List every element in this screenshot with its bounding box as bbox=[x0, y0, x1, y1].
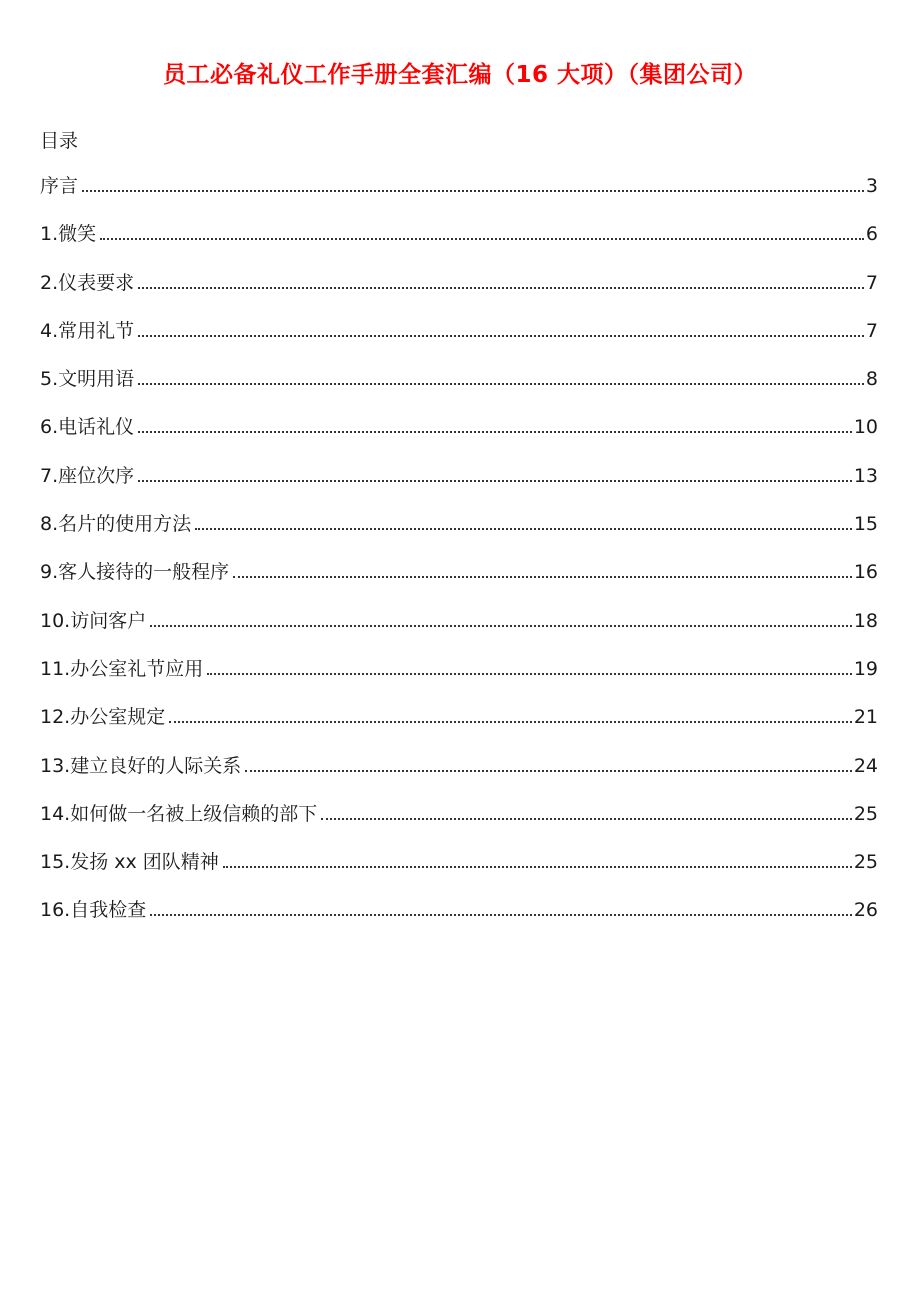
toc-entry-common-etiquette[interactable] bbox=[40, 317, 878, 365]
toc-entry-appearance[interactable] bbox=[40, 269, 878, 317]
toc-entry-label: 7.座位次序 bbox=[40, 464, 135, 487]
dot-leader bbox=[150, 914, 852, 916]
dot-leader bbox=[150, 625, 852, 627]
toc-entry-page: 16 bbox=[853, 561, 878, 584]
toc-entry-visiting-clients[interactable] bbox=[40, 607, 878, 655]
dot-leader bbox=[138, 431, 852, 433]
dot-leader bbox=[138, 335, 864, 337]
toc-entry-page: 7 bbox=[865, 319, 878, 342]
document-title: 员工必备礼仪工作手册全套汇编（16 大项）（集团公司） bbox=[162, 62, 757, 88]
toc-entry-label: 16.自我检查 bbox=[40, 899, 147, 922]
toc-entry-label: 8.名片的使用方法 bbox=[40, 513, 192, 536]
toc-entry-page: 21 bbox=[853, 706, 878, 729]
toc-entry-office-rules[interactable] bbox=[40, 703, 878, 751]
toc-entry-page: 25 bbox=[853, 851, 878, 874]
toc-entry-label: 5.文明用语 bbox=[40, 368, 135, 391]
toc-entry-label: 13.建立良好的人际关系 bbox=[40, 754, 242, 777]
dot-leader bbox=[321, 818, 852, 820]
toc-entry-label: 1.微笑 bbox=[40, 223, 97, 246]
toc-entry-label: 10.访问客户 bbox=[40, 609, 147, 632]
dot-leader bbox=[223, 866, 852, 868]
toc-entry-page: 7 bbox=[865, 271, 878, 294]
dot-leader bbox=[169, 721, 852, 723]
toc-entry-business-cards[interactable] bbox=[40, 510, 878, 558]
toc-entry-label: 14.如何做一名被上级信赖的部下 bbox=[40, 802, 318, 825]
toc-entry-page: 8 bbox=[865, 368, 878, 391]
toc-entry-label: 12.办公室规定 bbox=[40, 706, 166, 729]
dot-leader bbox=[245, 770, 852, 772]
toc-entry-seating-order[interactable] bbox=[40, 462, 878, 510]
toc-entry-page: 15 bbox=[853, 513, 878, 536]
toc-entry-preface[interactable] bbox=[40, 172, 878, 220]
dot-leader bbox=[138, 480, 852, 482]
toc-entry-trusted-subordinate[interactable] bbox=[40, 800, 878, 848]
toc-entry-page: 18 bbox=[853, 609, 878, 632]
dot-leader bbox=[82, 190, 864, 192]
toc-entry-relationships[interactable] bbox=[40, 752, 878, 800]
dot-leader bbox=[138, 287, 864, 289]
toc-entry-label: 6.电话礼仪 bbox=[40, 416, 135, 439]
toc-entry-page: 24 bbox=[853, 754, 878, 777]
toc-entry-smile[interactable] bbox=[40, 220, 878, 268]
dot-leader bbox=[233, 576, 852, 578]
toc-entry-guest-reception[interactable] bbox=[40, 558, 878, 606]
toc-entry-office-etiquette[interactable] bbox=[40, 655, 878, 703]
toc-entry-page: 13 bbox=[853, 464, 878, 487]
toc-entry-page: 10 bbox=[853, 416, 878, 439]
toc-entry-label: 序言 bbox=[40, 175, 79, 197]
toc-entry-self-check[interactable] bbox=[40, 896, 878, 944]
table-of-contents bbox=[40, 172, 878, 945]
toc-entry-label: 11.办公室礼节应用 bbox=[40, 657, 204, 680]
toc-entry-polite-language[interactable] bbox=[40, 365, 878, 413]
toc-entry-page: 6 bbox=[865, 223, 878, 246]
toc-entry-team-spirit[interactable] bbox=[40, 848, 878, 896]
toc-entry-label: 15.发扬 xx 团队精神 bbox=[40, 851, 219, 874]
toc-entry-page: 26 bbox=[853, 899, 878, 922]
toc-entry-phone-etiquette[interactable] bbox=[40, 413, 878, 461]
toc-entry-label: 2.仪表要求 bbox=[40, 271, 135, 294]
toc-entry-page: 3 bbox=[865, 175, 878, 197]
toc-heading: 目录 bbox=[40, 130, 79, 152]
dot-leader bbox=[207, 673, 852, 675]
toc-entry-label: 4.常用礼节 bbox=[40, 319, 135, 342]
toc-entry-label: 9.客人接待的一般程序 bbox=[40, 561, 230, 584]
dot-leader bbox=[100, 238, 864, 240]
toc-entry-page: 19 bbox=[853, 657, 878, 680]
toc-entry-page: 25 bbox=[853, 802, 878, 825]
dot-leader bbox=[138, 383, 864, 385]
dot-leader bbox=[195, 528, 852, 530]
